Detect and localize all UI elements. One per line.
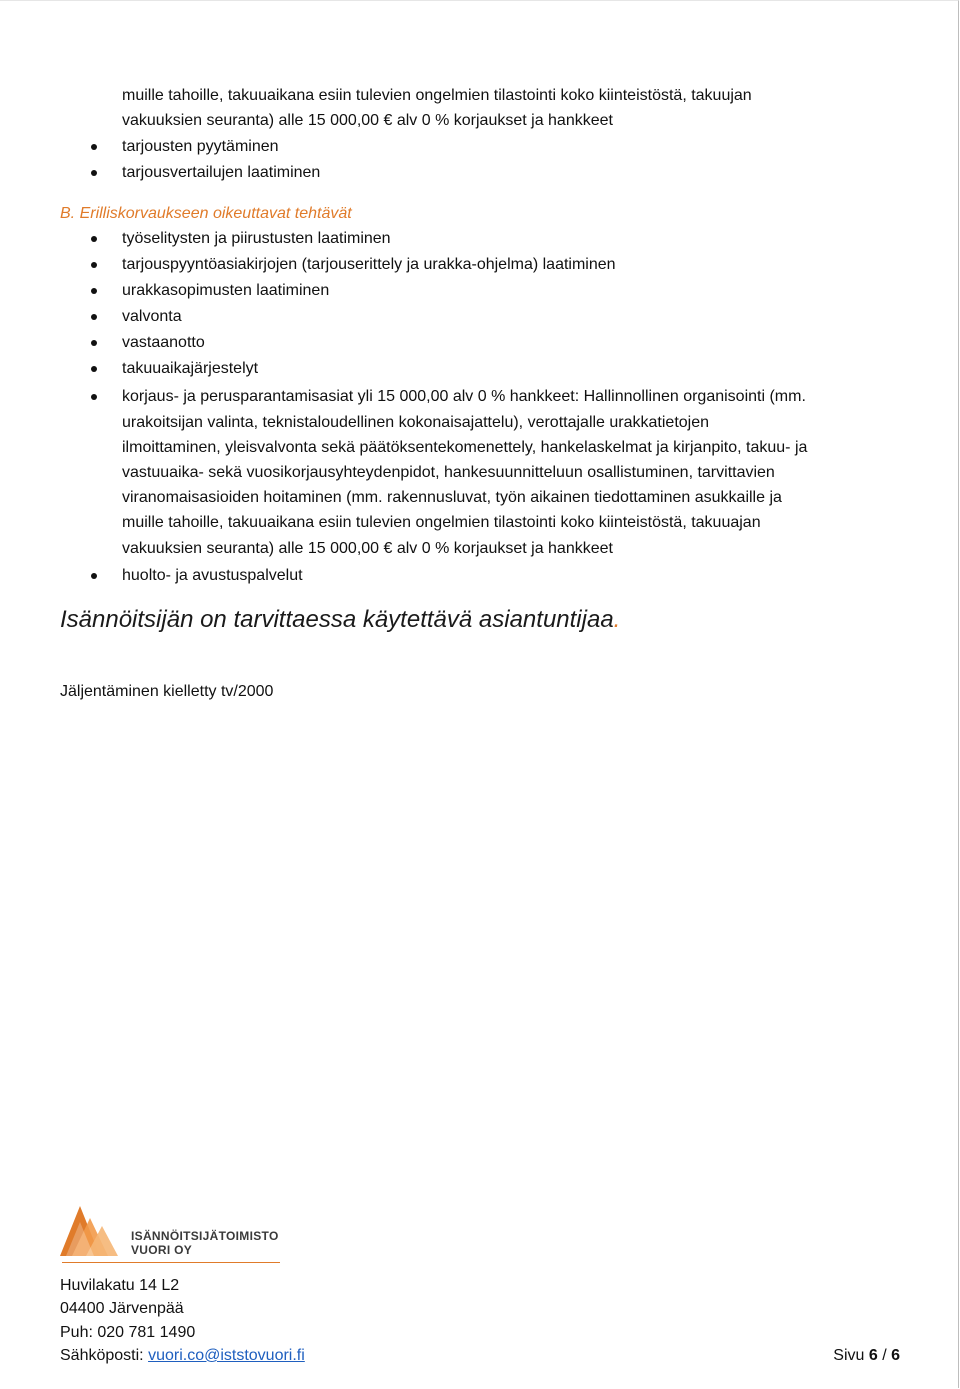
expert-note xyxy=(60,604,620,636)
footer-city: 04400 Järvenpää xyxy=(60,1300,184,1317)
logo-wordmark xyxy=(131,1229,279,1257)
copyright-notice: Jäljentäminen kielletty tv/2000 xyxy=(60,683,274,700)
list-item: tarjouspyyntöasiakirjojen (tarjouserittely ja urakka-ohjelma) laatiminen xyxy=(122,256,616,273)
page-current: 6 xyxy=(868,1347,878,1364)
logo-divider xyxy=(62,1262,280,1263)
bullet-icon xyxy=(91,394,97,400)
list-item: tarjousten pyytäminen xyxy=(122,138,279,155)
list-item: vastaanotto xyxy=(122,334,205,351)
list-item: tarjousvertailujen laatiminen xyxy=(122,164,321,181)
list-item: työselitysten ja piirustusten laatiminen xyxy=(122,230,391,247)
section-b-heading: B. Erilliskorvaukseen oikeuttavat tehtävät xyxy=(60,205,352,222)
list-item: takuuaikajärjestelyt xyxy=(122,360,259,377)
bullet-icon xyxy=(91,288,97,294)
list-item: valvonta xyxy=(122,308,182,325)
long-item-line-6: vakuuksien seuranta) alle 15 000,00 € alv 0 % korjaukset ja hankkeet xyxy=(122,540,613,557)
long-item-line-3: vastuuaika- sekä vuosikorjausyhteydenpidot, hankesuunnitteluun osallistuminen, tarvittavien xyxy=(122,464,775,481)
bullet-icon xyxy=(91,573,97,579)
bullet-icon xyxy=(91,340,97,346)
long-item-line-2: ilmoittaminen, yleisvalvonta sekä päätöksentekomenettely, hankelaskelmat ja kirjanpito, takuu- ja xyxy=(122,439,808,456)
page-label: Sivu xyxy=(833,1347,869,1364)
list-item: huolto- ja avustuspalvelut xyxy=(122,567,303,584)
bullet-icon xyxy=(91,262,97,268)
footer-phone: Puh: 020 781 1490 xyxy=(60,1324,196,1341)
bullet-icon xyxy=(91,170,97,176)
logo-line-2: VUORI OY xyxy=(131,1243,193,1257)
footer-email-link[interactable]: vuori.co@iststovuori.fi xyxy=(148,1347,305,1364)
list-item: urakkasopimusten laatiminen xyxy=(122,282,330,299)
long-item-line-4: viranomaisasioiden hoitaminen (mm. rakennusluvat, työn aikainen tiedottaminen asukkaille ja xyxy=(122,489,782,506)
logo-line-1: ISÄNNÖITSIJÄTOIMISTO xyxy=(131,1229,279,1243)
long-item-line-1: urakoitsijan valinta, teknistaloudellinen kokonaisajattelu), verottajalle urakkatietojen xyxy=(122,414,710,431)
continuation-line-1: muille tahoille, takuuaikana esiin tulevien ongelmien tilastointi koko kiinteistöstä, takuujan xyxy=(122,87,752,104)
page-total: 6 xyxy=(891,1347,900,1364)
bullet-icon xyxy=(91,366,97,372)
expert-note-text: Isännöitsijän on tarvittaessa käytettävä asiantuntijaa xyxy=(60,606,614,633)
bullet-icon xyxy=(91,314,97,320)
page-separator: / xyxy=(877,1347,892,1364)
page-number xyxy=(833,1346,900,1366)
long-item-line-5: muille tahoille, takuuaikana esiin tulevien ongelmien tilastointi koko kiinteistöstä, takuuajan xyxy=(122,514,761,531)
footer-email-row xyxy=(60,1346,305,1366)
continuation-line-2: vakuuksien seuranta) alle 15 000,00 € alv 0 % korjaukset ja hankkeet xyxy=(122,112,613,129)
footer-email-label: Sähköposti: xyxy=(60,1347,149,1364)
footer-street: Huvilakatu 14 L2 xyxy=(60,1277,180,1294)
list-item: korjaus- ja perusparantamisasiat yli 15 000,00 alv 0 % hankkeet: Hallinnollinen organisointi (mm. xyxy=(122,388,806,405)
expert-note-dot: . xyxy=(613,606,621,633)
bullet-icon xyxy=(91,144,97,150)
bullet-icon xyxy=(91,236,97,242)
